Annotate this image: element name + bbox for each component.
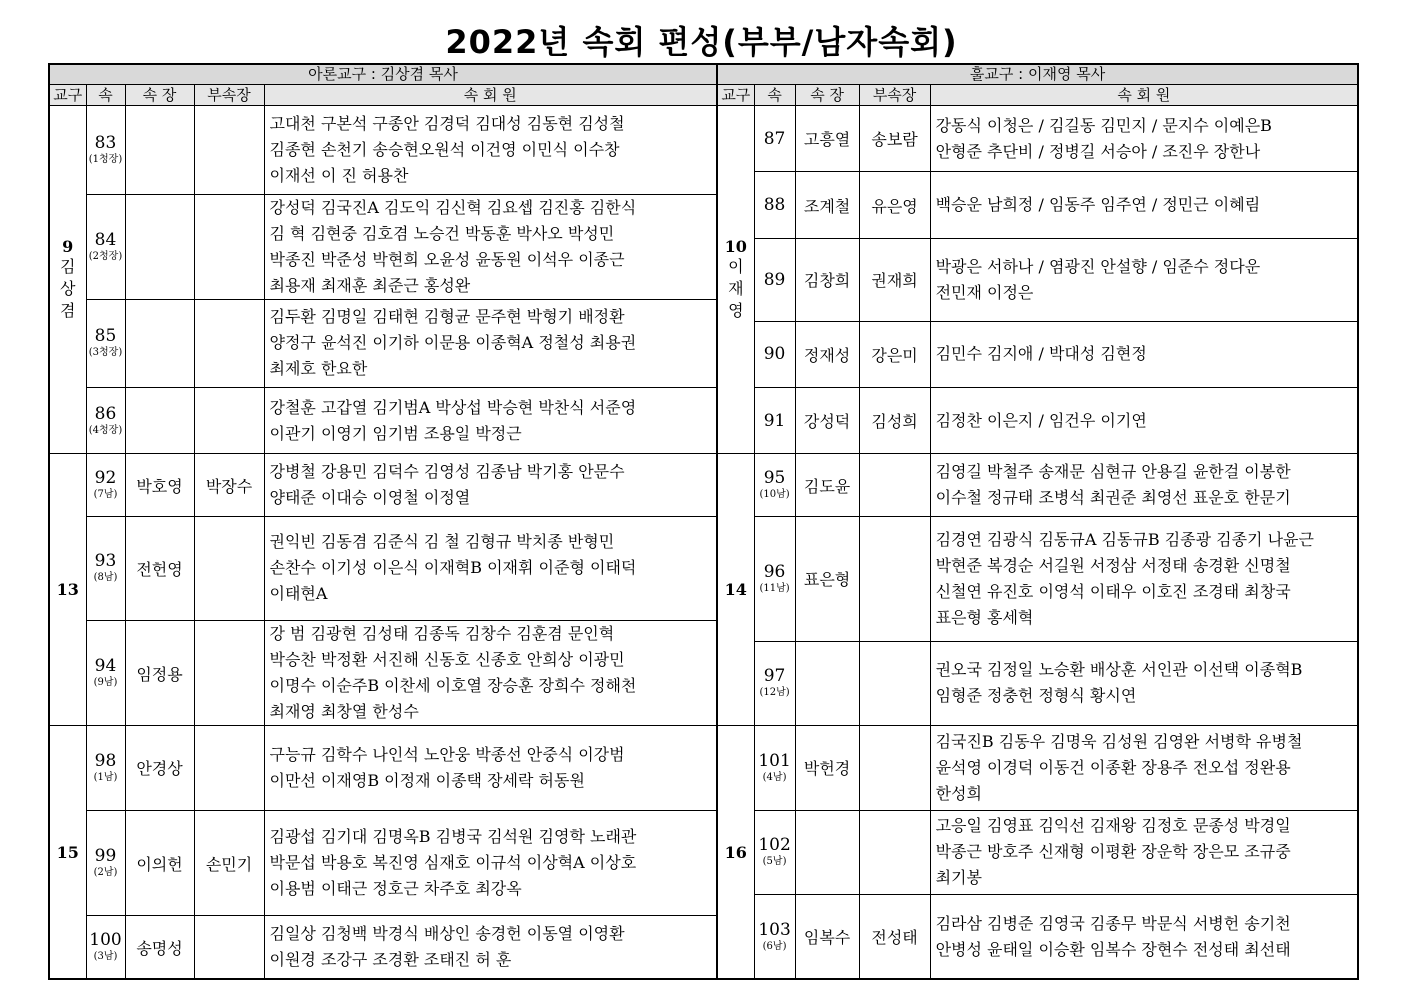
cell-number-value: 103 <box>758 919 791 940</box>
col-header-number: 속 <box>754 85 795 106</box>
member-line: 권익빈 김동겸 김준식 김 철 김형규 박치종 반형민 <box>269 532 615 552</box>
cell-leader: 송명성 <box>125 916 194 979</box>
district-number: 9 <box>62 237 74 257</box>
member-line: 박종근 방호주 신재형 이평환 장운학 장은모 조규중 <box>935 842 1291 862</box>
district-number: 10 <box>724 237 747 257</box>
district-pastor-char: 이 <box>728 257 744 277</box>
cell-number <box>86 916 125 979</box>
cell-number-value: 86 <box>94 403 117 424</box>
cell-number-value: 84 <box>94 229 117 250</box>
cell-sub-leader <box>194 299 264 388</box>
cell-number-value: 97 <box>763 666 786 687</box>
member-line: 이재선 이 진 허용찬 <box>269 165 409 185</box>
cell-sub-leader <box>859 810 930 895</box>
member-line: 신철연 유진호 이영석 이태우 이호진 조경태 최창국 <box>935 581 1291 601</box>
cell-sub-leader: 강은미 <box>859 321 930 387</box>
cell-leader <box>795 810 859 895</box>
cell-members <box>930 388 1358 454</box>
cell-number <box>86 726 125 811</box>
cell-number-sub: (4청장) <box>88 424 123 436</box>
cell-leader: 이의헌 <box>125 810 194 916</box>
cell-leader: 조계철 <box>795 172 859 238</box>
cell-number <box>86 106 125 195</box>
cell-number-value: 93 <box>94 551 117 572</box>
cell-number-sub: (1청장) <box>88 153 123 165</box>
cell-members <box>930 106 1358 172</box>
cell-members <box>264 454 717 516</box>
right-district-header: 훌교구 : 이재영 목사 <box>717 64 1358 85</box>
cell-members <box>264 299 717 388</box>
district-cell <box>717 454 754 726</box>
cell-sub-leader <box>859 516 930 641</box>
cell-members <box>930 454 1358 516</box>
cell-number-sub: (2청장) <box>88 250 123 262</box>
cell-number-value: 100 <box>89 930 122 951</box>
cell-number-value: 83 <box>94 132 117 153</box>
district-cell <box>49 454 86 726</box>
member-line: 김일상 김청백 박경식 배상인 송경헌 이동열 이영환 <box>269 924 625 944</box>
col-header-leader: 속 장 <box>795 85 859 106</box>
cell-members <box>930 641 1358 725</box>
cell-number <box>86 810 125 916</box>
cell-number-value: 90 <box>763 344 786 365</box>
cell-members <box>930 810 1358 895</box>
cell-members <box>930 516 1358 641</box>
cell-sub-leader: 김성희 <box>859 388 930 454</box>
cell-sub-leader <box>859 641 930 725</box>
cell-leader: 박호영 <box>125 454 194 516</box>
member-line: 고응일 김영표 김익선 김재왕 김정호 문종성 박경일 <box>935 816 1291 836</box>
cell-number-value: 88 <box>763 195 786 216</box>
member-line: 강성덕 김국진A 김도익 김신혁 김요셉 김진홍 김한식 <box>269 197 637 217</box>
cell-sub-leader: 박장수 <box>194 454 264 516</box>
cell-leader: 김도윤 <box>795 454 859 516</box>
district-number: 16 <box>724 842 747 862</box>
cell-number-value: 98 <box>94 750 117 771</box>
cell-leader: 전헌영 <box>125 516 194 620</box>
cell-number-sub: (1남) <box>93 771 118 783</box>
cell-leader: 정재성 <box>795 321 859 387</box>
cell-leader: 임정용 <box>125 621 194 726</box>
cell-number-sub: (7남) <box>93 489 118 501</box>
cell-number-sub: (8남) <box>93 572 118 584</box>
cell-members <box>264 106 717 195</box>
member-line: 박승찬 박정환 서진해 신동호 신종호 안희상 이광민 <box>269 650 625 669</box>
cell-number-value: 85 <box>94 326 117 347</box>
member-line: 구능규 김학수 나인석 노안웅 박종선 안중식 이강범 <box>269 744 625 764</box>
member-line: 박종진 박준성 박현희 오윤성 윤동원 이석우 이종근 <box>269 249 625 269</box>
member-line: 강철훈 고갑열 김기범A 박상섭 박승현 박찬식 서준영 <box>269 397 637 417</box>
cell-sub-leader <box>194 726 264 811</box>
district-pastor-char: 김 <box>60 257 76 277</box>
member-line: 김정찬 이은지 / 임건우 이기연 <box>935 410 1147 430</box>
district-pastor-char: 겸 <box>60 301 76 321</box>
cell-number-value: 92 <box>94 468 117 489</box>
cell-sub-leader: 전성태 <box>859 895 930 980</box>
cell-number-sub: (6남) <box>762 940 787 952</box>
cell-leader <box>125 299 194 388</box>
cell-leader: 박헌경 <box>795 726 859 811</box>
cell-sub-leader <box>194 621 264 726</box>
member-line: 김민수 김지애 / 박대성 김현정 <box>935 344 1147 364</box>
cell-number <box>86 299 125 388</box>
member-line: 한성희 <box>935 783 982 803</box>
member-line: 최제호 한요한 <box>269 359 368 379</box>
cell-members <box>264 194 717 299</box>
member-line: 고대천 구본석 구종안 김경덕 김대성 김동현 김성철 <box>269 113 625 133</box>
member-line: 김광섭 김기대 김명옥B 김병국 김석원 김영학 노래관 <box>269 827 637 847</box>
cell-number-sub: (12남) <box>759 687 790 699</box>
cell-number <box>754 810 795 895</box>
district-cell <box>49 726 86 980</box>
cell-sub-leader: 손민기 <box>194 810 264 916</box>
district-number: 15 <box>56 842 79 862</box>
cell-number-value: 96 <box>763 561 786 582</box>
cell-number-value: 101 <box>758 750 791 771</box>
cell-sub-leader <box>194 106 264 195</box>
cell-sub-leader: 유은영 <box>859 172 930 238</box>
cell-members <box>264 621 717 726</box>
cell-number <box>86 454 125 516</box>
member-line: 김라삼 김병준 김영국 김종무 박문식 서병헌 송기천 <box>935 913 1291 933</box>
cell-number <box>754 388 795 454</box>
cell-number <box>754 106 795 172</box>
member-line: 강병철 강용민 김덕수 김영성 김종남 박기홍 안문수 <box>269 462 625 482</box>
cell-number-sub: (4남) <box>762 771 787 783</box>
district-pastor-char: 영 <box>728 301 744 321</box>
cell-members <box>930 895 1358 980</box>
cell-members <box>930 172 1358 238</box>
cell-leader: 안경상 <box>125 726 194 811</box>
cell-number-sub: (3청장) <box>88 347 123 359</box>
cell-sub-leader: 권재희 <box>859 238 930 321</box>
cell-leader <box>795 641 859 725</box>
cell-number-value: 89 <box>763 269 786 290</box>
member-line: 이용범 이태근 정호근 차주호 최강옥 <box>269 879 522 899</box>
member-line: 김경연 김광식 김동규A 김동규B 김종광 김종기 나윤근 <box>935 529 1314 549</box>
cell-number <box>754 321 795 387</box>
cell-sub-leader <box>194 388 264 454</box>
member-line: 손찬수 이기성 이은식 이재혁B 이재휘 이준형 이태덕 <box>269 558 637 578</box>
cell-sub-leader <box>859 726 930 811</box>
member-line: 박문섭 박용호 복진영 심재호 이규석 이상혁A 이상호 <box>269 853 637 873</box>
cell-number <box>86 194 125 299</box>
col-header-leader: 속 장 <box>125 85 194 106</box>
page-title: 2022년 속회 편성(부부/남자속회) <box>445 23 958 61</box>
cell-number-value: 95 <box>763 468 786 489</box>
cell-number <box>754 516 795 641</box>
cell-leader: 김창희 <box>795 238 859 321</box>
cell-leader: 강성덕 <box>795 388 859 454</box>
cell-members <box>930 238 1358 321</box>
member-line: 윤석영 이경덕 이동건 이종환 장용주 전오섭 정완용 <box>935 757 1291 777</box>
cell-number-value: 87 <box>763 128 786 149</box>
member-line: 강동식 이청은 / 김길동 김민지 / 문지수 이예은B <box>935 115 1272 135</box>
cell-number <box>754 238 795 321</box>
cell-number <box>86 621 125 726</box>
left-district-header: 아론교구 : 김상겸 목사 <box>49 64 717 85</box>
member-line: 양태준 이대승 이영철 이정열 <box>269 488 471 508</box>
member-line: 김 혁 김현중 김호겸 노승건 박동훈 박사오 박성민 <box>269 223 615 243</box>
member-line: 안병성 윤태일 이승환 임복수 장현수 전성태 최선태 <box>935 939 1291 959</box>
member-line: 이태현A <box>269 584 328 604</box>
district-number: 13 <box>56 580 79 600</box>
member-line: 권오국 김정일 노승환 배상훈 서인관 이선택 이종혁B <box>935 660 1303 680</box>
member-line: 강 범 김광현 김성태 김종독 김창수 김훈겸 문인혁 <box>269 624 615 643</box>
district-cell <box>49 106 86 454</box>
cell-sub-leader <box>194 194 264 299</box>
member-line: 표은형 홍세혁 <box>935 607 1034 627</box>
cell-sub-leader <box>859 454 930 516</box>
cell-number <box>86 516 125 620</box>
member-line: 이명수 이순주B 이찬세 이호열 장승훈 장희수 정해천 <box>269 676 637 695</box>
member-line: 최재영 최창열 한성수 <box>269 702 419 721</box>
district-number: 14 <box>724 580 747 600</box>
member-line: 이수철 정규태 조병석 최권준 최영선 표운호 한문기 <box>935 488 1291 508</box>
member-line: 양정구 윤석진 이기하 이문용 이종혁A 정철성 최용권 <box>269 333 637 353</box>
cell-members <box>264 388 717 454</box>
cell-members <box>264 516 717 620</box>
cell-members <box>264 916 717 979</box>
district-pastor-char: 재 <box>728 279 744 299</box>
cell-number-value: 91 <box>763 410 786 431</box>
member-line: 최용재 최재훈 최준근 홍성완 <box>269 275 471 295</box>
district-pastor-char: 상 <box>60 279 76 299</box>
cell-leader: 임복수 <box>795 895 859 980</box>
col-header-members: 속 회 원 <box>930 85 1358 106</box>
cell-leader: 고흥열 <box>795 106 859 172</box>
member-line: 김종현 손천기 송승현오원석 이건영 이민식 이수창 <box>269 139 620 159</box>
member-line: 박광은 서하나 / 염광진 안설향 / 임준수 정다운 <box>935 256 1261 276</box>
cell-number-sub: (11남) <box>759 582 790 594</box>
col-header-sub-leader: 부속장 <box>859 85 930 106</box>
col-header-number: 속 <box>86 85 125 106</box>
cell-sub-leader <box>194 916 264 979</box>
cell-number <box>86 388 125 454</box>
cell-members <box>930 321 1358 387</box>
member-line: 이관기 이영기 임기범 조용일 박정근 <box>269 423 522 443</box>
member-line: 김영길 박철주 송재문 심현규 안용길 윤한걸 이봉한 <box>935 462 1291 482</box>
cell-number-sub: (10남) <box>759 489 790 501</box>
cell-group-table <box>48 63 1359 980</box>
cell-sub-leader <box>194 516 264 620</box>
col-header-district: 교구 <box>717 85 754 106</box>
cell-number <box>754 454 795 516</box>
district-cell <box>717 106 754 454</box>
member-line: 김두환 김명일 김태현 김형균 문주현 박형기 배정환 <box>269 307 625 327</box>
cell-members <box>264 726 717 811</box>
cell-leader: 표은형 <box>795 516 859 641</box>
cell-number-value: 94 <box>94 656 117 676</box>
cell-sub-leader: 송보람 <box>859 106 930 172</box>
cell-number-value: 102 <box>758 835 791 856</box>
cell-number-sub: (2남) <box>93 867 118 879</box>
district-cell <box>717 726 754 980</box>
member-line: 김국진B 김동우 김명욱 김성원 김영완 서병학 유병철 <box>935 731 1303 751</box>
cell-members <box>930 726 1358 811</box>
cell-number-value: 99 <box>94 846 117 867</box>
cell-number <box>754 895 795 980</box>
member-line: 이만선 이재영B 이정재 이종택 장세락 허동원 <box>269 770 585 790</box>
cell-leader <box>125 106 194 195</box>
cell-number-sub: (5남) <box>762 856 787 868</box>
cell-number-sub: (3남) <box>93 951 118 963</box>
member-line: 이원경 조강구 조경환 조태진 허 훈 <box>269 950 512 970</box>
member-line: 백승운 남희정 / 임동주 임주연 / 정민근 이혜림 <box>935 195 1261 215</box>
cell-members <box>264 810 717 916</box>
member-line: 안형준 추단비 / 정병길 서승아 / 조진우 장한나 <box>935 141 1261 161</box>
col-header-district: 교구 <box>49 85 86 106</box>
member-line: 박현준 복경순 서길원 서정삼 서정태 송경환 신명철 <box>935 555 1291 575</box>
cell-leader <box>125 388 194 454</box>
col-header-sub-leader: 부속장 <box>194 85 264 106</box>
cell-number <box>754 641 795 725</box>
member-line: 최기봉 <box>935 868 982 888</box>
cell-number <box>754 172 795 238</box>
member-line: 전민재 이정은 <box>935 282 1034 302</box>
cell-leader <box>125 194 194 299</box>
member-line: 임형준 정충헌 정형식 황시연 <box>935 686 1137 706</box>
cell-number-sub: (9남) <box>93 677 118 688</box>
cell-number <box>754 726 795 811</box>
col-header-members: 속 회 원 <box>264 85 717 106</box>
